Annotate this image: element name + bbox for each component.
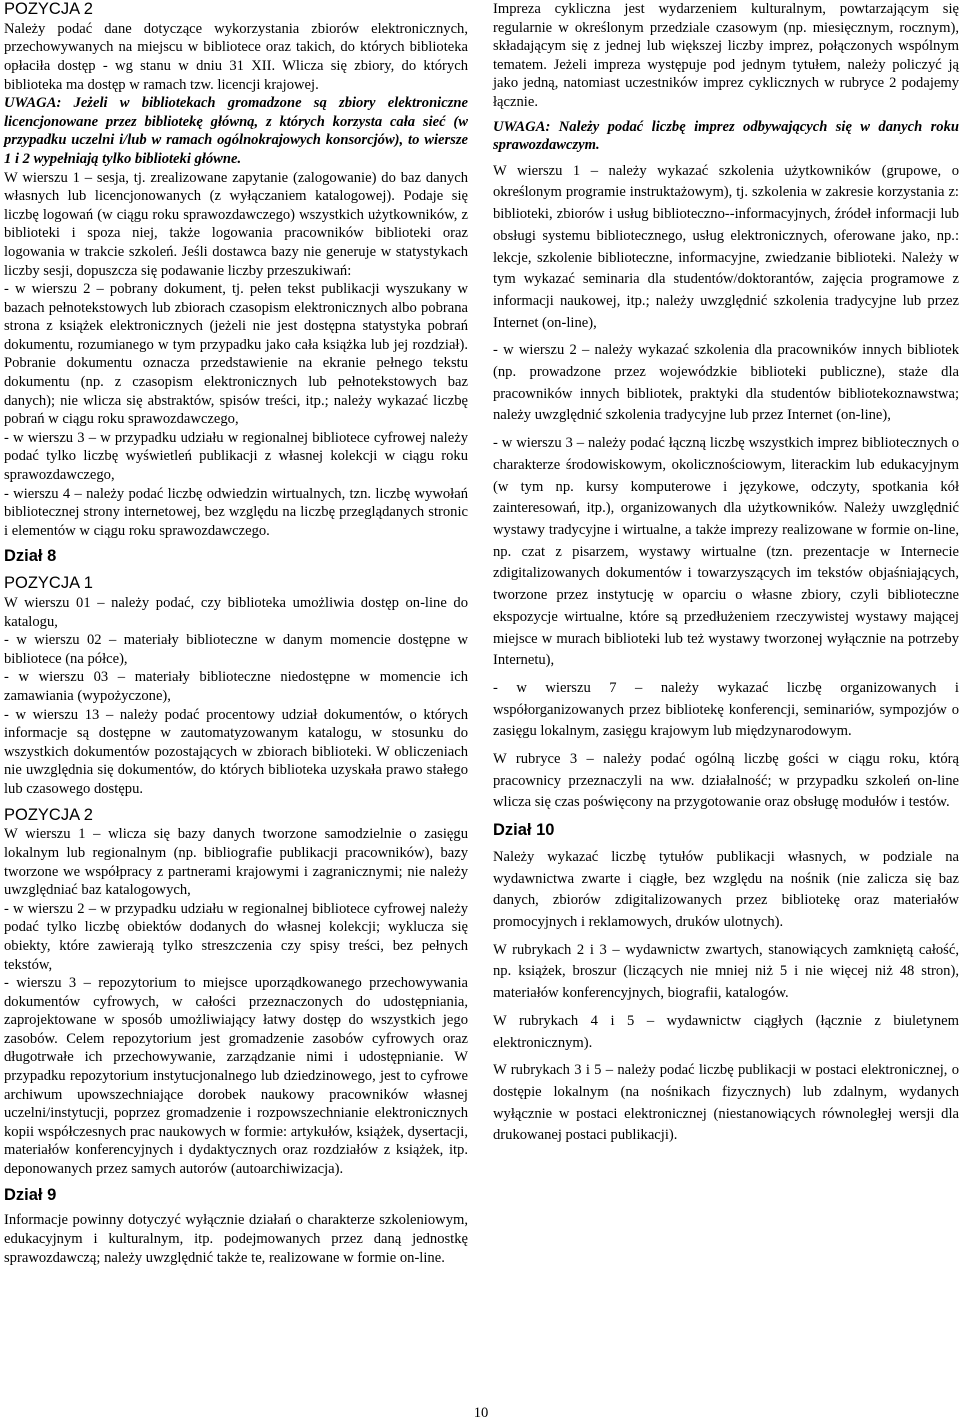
heading-pozycja-1: POZYCJA 1 [4,574,93,593]
paragraph-right-wiersz-1: W wierszu 1 – należy wykazać szkolenia użytkowników (grupowe, o określonym programie instruktażowym), tj. szkolenia w zakresie korzystania z: biblioteki, zbiorów i usług biblioteczno--informacyjnych, źródeł informacji lub obsługi systemu bibliotecznego, usług elektronicznych, oferowane jako, np.: lekcje, szkolenie biblioteczne, informacyjne, zwiedzanie biblioteki. Należy w tym wykazać seminaria dla studentów/doktorantów, zajęcia programowe z informacji naukowej, itp.; należy uwzględnić szkolenia tradycyjne lub przez Internet (on-line), [493,162,959,331]
heading-pozycja-2b: POZYCJA 2 [4,805,93,824]
paragraph-right-wiersz-7: - w wierszu 7 – należy wykazać liczbę organizowanych i współorganizowanych przez bibliotekę konferencji, seminariów, sympozjów o zasięgu lokalnym, zasięgu krajowym lub międzynarodowym. [493,679,959,740]
paragraph-wiersz-1: W wierszu 1 – sesja, tj. zrealizowane zapytanie (zalogowanie) do baz danych własnych lub licencjonowanych (z wyłączaniem katalogowej). Podaje się liczbę logowań (w ciągu roku sprawozdawczego) wszystkich użytkowników, z biblioteki i spoza niej, także logowania pracowników biblioteki oraz logowania w trakcie szkoleń. Jeśli dostawca bazy nie generuje w statystykach liczby sesji, dopuszcza się podawanie liczby przeszukiwań: [4,169,468,279]
heading-dzial-8: Dział 8 [4,547,57,566]
paragraph-p2-wiersz-3: - wierszu 3 – repozytorium to miejsce uporządkowanego przechowywania dokumentów cyfrowych, w całości przeznaczonych do udostępniania, zaprojektowane w sposób umożliwiający łatwy dostęp do wszystkich jego zasobów. Celem repozytorium jest gromadzenie zasobów cyfrowych oraz długotrwałe ich przechowywanie, zarządzanie nimi i udostępnianie. W przypadku repozytorium instytucjonalnego lub dziedzinowego, jest to cyfrowe archiwum upowszechniające dorobek naukowy pracowników własnej uczelni/instytucji, poprzez gromadzenie i rozpowszechnianie elektronicznych kopii współczesnych prac naukowych w formie: artykułów, książek, dysertacji, materiałów konferencyjnych i dydaktycznych oraz rozdziałów z książek, itp. deponowanych przez samych autorów (autoarchiwizacja). [4,975,468,1178]
paragraph-wiersz-01: W wierszu 01 – należy podać, czy biblioteka umożliwia dostęp on-line do katalogu, [4,595,468,630]
paragraph-rubryka-3: W rubryce 3 – należy podać ogólną liczbę gości w ciągu roku, którą pracownicy przeznaczyli na ww. działalność; w przypadku szkoleń on-line wlicza się czas poświęcony na przygotowanie oraz obsługę modułów i testów. [493,751,959,811]
paragraph-uwaga-right: UWAGA: Należy podać liczbę imprez odbywających się w danych roku sprawozdawczym. [493,118,959,154]
paragraph-p2-wiersz-1: W wierszu 1 – wlicza się bazy danych tworzone samodzielnie o zasięgu lokalnym lub regionalnym (np. bibliografie publikacji pracowników), bazy tworzone we współpracy z partnerami krajowymi i zagranicznymi; nie należy uwzględniać baz katalogowych, [4,826,468,899]
paragraph-p2-wiersz-2: - w wierszu 2 – w przypadku udziału w regionalnej bibliotece cyfrowej należy podać tylko liczbę obiektów dodanych do własnej kolekcji; wyklucza się obiekty, które zawierają tylko streszczenia czy spisy treści, bez pełnych tekstów, [4,900,468,973]
paragraph-wiersz-4: - wierszu 4 – należy podać liczbę odwiedzin wirtualnych, tzn. liczbę wywołań bibliotecznej strony internetowej, bez względu na liczbę przeglądanych stronic i elementów w ciągu roku sprawozdawczego. [4,485,468,539]
paragraph-right-wiersz-3: - w wierszu 3 – należy podać łączną liczbę wszystkich imprez bibliotecznych o charakterze środowiskowym, okolicznościowym, literackim lub edukacyjnym (w tym np. kursy komputerowe i językowe, odczyty, spotkania kół zainteresowań, itp.), organizowanych dla użytkowników. Należy uwzględnić wystawy tradycyjne i wirtualne, a także imprezy realizowane w formie on-line, np. czat z pisarzem, wystawy wirtualne (tzn. prezentacje w Internecie zdigitalizowanych dokumentów i towarzyszących im tekstów objaśniających, tworzone przez instytucję w oparciu o własne zbiory, czyli biblioteczne ekspozycje wirtualne, które są przedłużeniem rzeczywistej wystawy mającej miejsce w murach biblioteki lub też wystawy tworzonej wyłącznie na potrzeby Internetu), [493,435,959,669]
paragraph-wiersz-13: - w wierszu 13 – należy podać procentowy udział dokumentów, o których informacje są dostępne w zautomatyzowanym katalogu, w stosunku do wszystkich dokumentów pozostających w zbiorach biblioteki. W obliczeniach nie uwzględnia się dokumentów, do których biblioteka uzyskała prawo stałego lub czasowego dostępu. [4,706,468,797]
paragraph-rubryki-4-5: W rubrykach 4 i 5 – wydawnictw ciągłych (łącznie z biuletynem elektronicznym). [493,1012,959,1051]
heading-pozycja-2: POZYCJA 2 [4,0,93,18]
right-column [493,0,959,1147]
left-column [4,0,468,1267]
paragraph-dzial-10: Należy wykazać liczbę tytułów publikacji własnych, w podziale na wydawnictwa zwarte i ciągłe, bez względu na nośnik (nie zalicza się baz danych, zbiorów zdigitalizowanych przez bibliotekę oraz materiałów promocyjnych i reklamowych, druków ulotnych). [493,848,959,931]
paragraph-wiersz-2: - w wierszu 2 – pobrany dokument, tj. pełen tekst publikacji wyszukany w bazach pełnotekstowych lub zbiorach czasopism elektronicznych albo pobrana strona z książek elektronicznych (jeżeli nie jest dostępna statystyka pobrań dokumentu, rozumianego w tym przypadku jako cała książka lub jej rozdział). Pobranie dokumentu oznacza przedstawienie na ekranie pełnego tekstu dokumentu (np. z czasopism elektronicznych lub pełnotekstowych baz danych); nie wlicza się abstraktów, spisów treści, itp.; należy wykazać liczbę pobrań w ciągu roku sprawozdawczego, [4,281,468,428]
paragraph-uwaga: UWAGA: Jeżeli w bibliotekach gromadzone są zbiory elektroniczne licencjonowane przez bibliotekę główną, z których korzysta cała sieć (w przypadku uczelni i/lub w ramach ogólnokrajowych konsorcjów), to wiersze 1 i 2 wypełniają tylko biblioteki główne. [4,95,468,167]
heading-dzial-9: Dział 9 [4,1185,57,1204]
paragraph-rubryki-3-5: W rubrykach 3 i 5 – należy podać liczbę publikacji w postaci elektronicznej, o dostępie lokalnym (na nośnikach fizycznych) lub zdalnym, wydanych wyłącznie w postaci elektronicznej (niestanowiących równoległej wersji dla drukowanej postaci publikacji). [493,1062,959,1144]
paragraph-rubryki-2-3: W rubrykach 2 i 3 – wydawnictw zwartych, stanowiących zamkniętą całość, np. książek, broszur (liczących nie mniej niż 5 i nie więcej niż 48 stron), materiałów konferencyjnych, biografii, katalogów. [493,941,959,1002]
paragraph-right-wiersz-2: - w wierszu 2 – należy wykazać szkolenia dla pracowników innych bibliotek (np. prowadzone przez wojewódzkie biblioteki publiczne), staże dla pracowników innych bibliotek, praktyki dla studentów bibliotekoznawstwa; należy uwzględnić szkolenia tradycyjne lub przez Internet (on-line), [493,342,959,424]
paragraph-wiersz-3: - w wierszu 3 – w przypadku udziału w regionalnej bibliotece cyfrowej należy podać tylko liczbę wyświetleń publikacji z własnej kolekcji w ciągu roku sprawozdawczego, [4,429,468,484]
heading-dzial-10: Dział 10 [493,821,555,840]
paragraph-intro: Należy podać dane dotyczące wykorzystania zbiorów elektronicznych, przechowywanych na miejscu w bibliotece oraz takich, do których biblioteka opłaciła dostęp - wg stanu w dniu 31 XII. Wlicza się zbiory, do których biblioteka ma dostęp w ramach tzw. licencji krajowej. [4,20,468,93]
paragraph-dzial-9: Informacje powinny dotyczyć wyłącznie działań o charakterze szkoleniowym, edukacyjnym i kulturalnym, itp. podejmowanych przez daną jednostkę sprawozdawczą; należy uwzględnić także te, realizowane w formie on-line. [4,1212,468,1266]
paragraph-wiersz-03: - w wierszu 03 – materiały biblioteczne niedostępne w momencie ich zamawiania (wypożyczone), [4,669,468,704]
paragraph-impreza-cykliczna: Impreza cykliczna jest wydarzeniem kulturalnym, powtarzającym się regularnie w określonym przedziale czasowym (np. miesięcznym, rocznym), składającym się z jednej lub większej liczby imprez, połączonych wspólnym tematem. Jeżeli impreza występuje pod jednym tytułem, należy policzyć ją jako jedną, natomiast uczestników imprez cyklicznych w rubryce 2 podajemy łącznie. [493,1,959,110]
page-number: 10 [473,1405,489,1421]
paragraph-wiersz-02: - w wierszu 02 – materiały biblioteczne w danym momencie dostępne w bibliotece (na półce), [4,632,468,667]
